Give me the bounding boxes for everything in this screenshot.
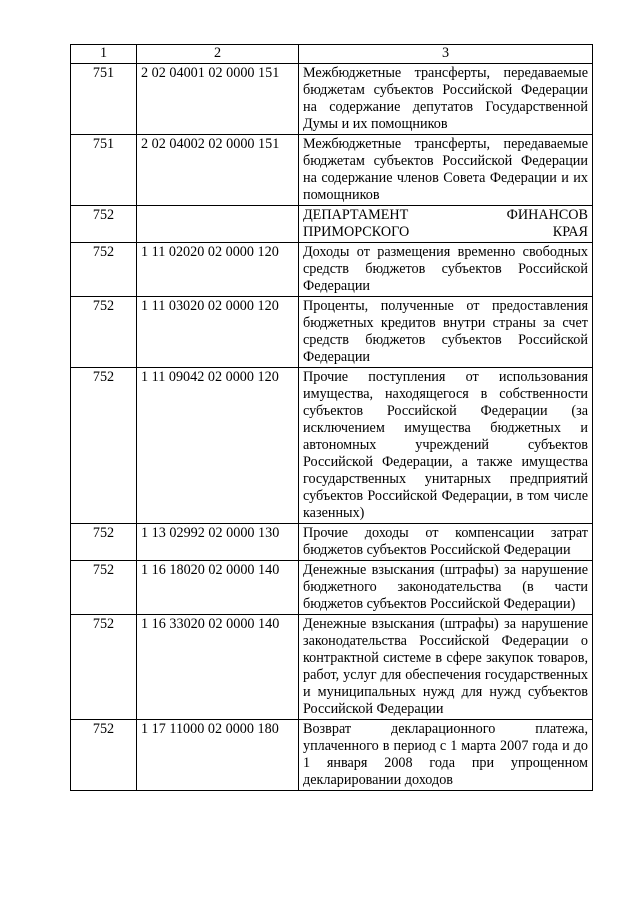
- admin-code-cell: 752: [71, 561, 137, 615]
- admin-code-cell: 752: [71, 206, 137, 243]
- budget-code-cell: 1 16 18020 02 0000 140: [137, 561, 299, 615]
- table-row: [71, 206, 593, 243]
- description-cell: Доходы от размещения временно свободных средств бюджетов субъектов Российской Федерации: [299, 243, 593, 297]
- admin-code-cell: 752: [71, 524, 137, 561]
- table-header-row: [71, 45, 593, 64]
- description-cell: Прочие поступления от использования имущества, находящегося в собственности субъектов Российской Федерации (за исключением имущества бюджетных и автономных учреждений субъектов Российской Федерации, а также имущества государственных унитарных предприятий субъектов Российской Федерации, в том числе казенных): [299, 368, 593, 524]
- description-cell: Межбюджетные трансферты, передаваемые бюджетам субъектов Российской Федерации на содержание членов Совета Федерации и их помощников: [299, 135, 593, 206]
- admin-code-cell: 752: [71, 297, 137, 368]
- admin-code-cell: 752: [71, 615, 137, 720]
- admin-code-cell: 752: [71, 368, 137, 524]
- budget-code-cell: 1 11 03020 02 0000 120: [137, 297, 299, 368]
- budget-code-cell: 1 11 09042 02 0000 120: [137, 368, 299, 524]
- description-cell: Денежные взыскания (штрафы) за нарушение бюджетного законодательства (в части бюджетов субъектов Российской Федерации): [299, 561, 593, 615]
- table-row: [71, 297, 593, 368]
- budget-code-cell: 2 02 04001 02 0000 151: [137, 64, 299, 135]
- table-row: [71, 615, 593, 720]
- admin-code-cell: 751: [71, 64, 137, 135]
- description-cell: Проценты, полученные от предоставления бюджетных кредитов внутри страны за счет средств бюджетов субъектов Российской Федерации: [299, 297, 593, 368]
- description-cell: Денежные взыскания (штрафы) за нарушение законодательства Российской Федерации о контрактной системе в сфере закупок товаров, работ, услуг для обеспечения государственных и муниципальных нужд для нужд субъектов Российской Федерации: [299, 615, 593, 720]
- budget-codes-table: [70, 44, 593, 791]
- column-header-2: 2: [137, 45, 299, 64]
- admin-code-cell: 751: [71, 135, 137, 206]
- table-row: [71, 368, 593, 524]
- table-row: [71, 561, 593, 615]
- description-cell: Возврат декларационного платежа, уплаченного в период с 1 марта 2007 года и до 1 января 2008 года при упрощенном декларировании доходов: [299, 720, 593, 791]
- table-row: [71, 135, 593, 206]
- budget-code-cell: 1 17 11000 02 0000 180: [137, 720, 299, 791]
- department-heading-cell: ДЕПАРТАМЕНТ ФИНАНСОВ ПРИМОРСКОГО КРАЯ: [299, 206, 593, 243]
- table-row: [71, 720, 593, 791]
- admin-code-cell: 752: [71, 243, 137, 297]
- budget-code-cell: 1 13 02992 02 0000 130: [137, 524, 299, 561]
- admin-code-cell: 752: [71, 720, 137, 791]
- description-cell: Прочие доходы от компенсации затрат бюджетов субъектов Российской Федерации: [299, 524, 593, 561]
- budget-code-cell: 1 11 02020 02 0000 120: [137, 243, 299, 297]
- budget-code-cell: [137, 206, 299, 243]
- column-header-1: 1: [71, 45, 137, 64]
- budget-code-cell: 1 16 33020 02 0000 140: [137, 615, 299, 720]
- budget-code-cell: 2 02 04002 02 0000 151: [137, 135, 299, 206]
- description-cell: Межбюджетные трансферты, передаваемые бюджетам субъектов Российской Федерации на содержание депутатов Государственной Думы и их помощников: [299, 64, 593, 135]
- column-header-3: 3: [299, 45, 593, 64]
- table-row: [71, 524, 593, 561]
- table-row: [71, 243, 593, 297]
- table-row: [71, 64, 593, 135]
